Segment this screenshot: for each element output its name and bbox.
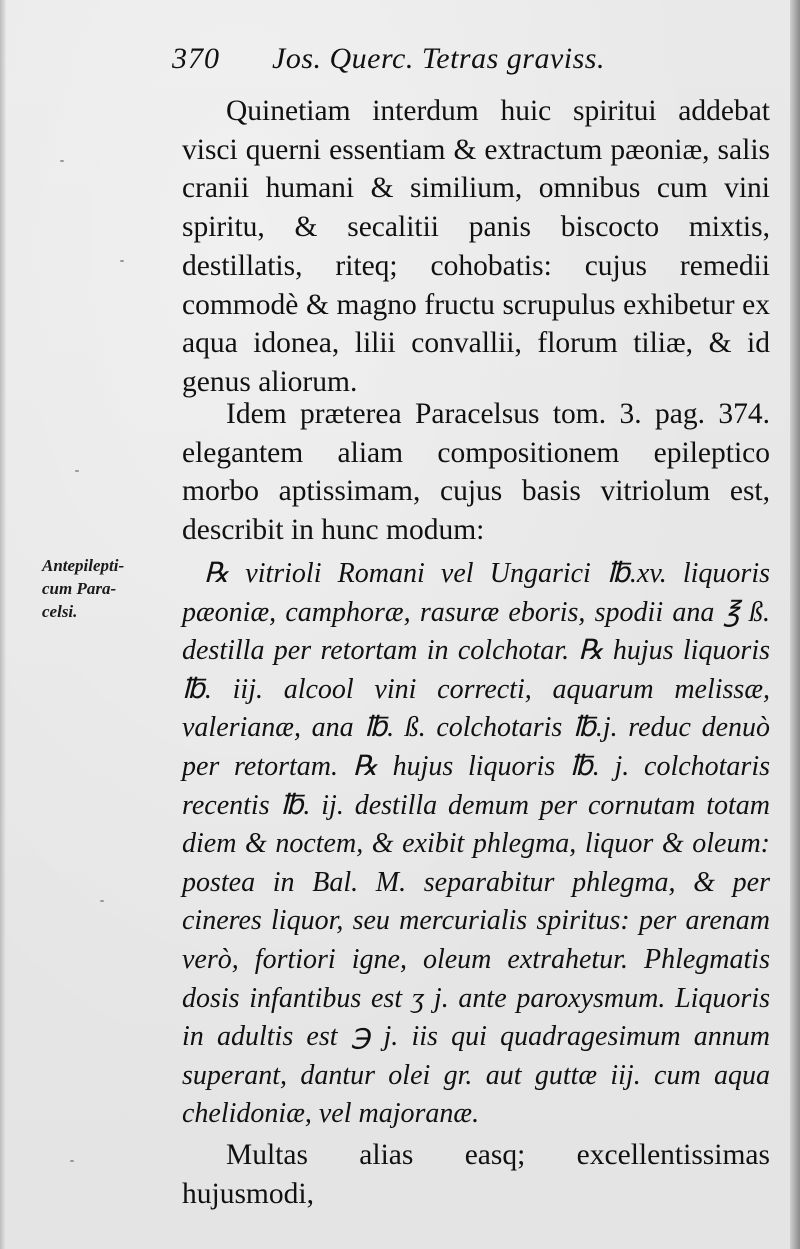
paper-speck [120, 260, 124, 262]
page-number: 370 [172, 42, 220, 75]
recipe-block [182, 555, 770, 1134]
page-header [172, 42, 732, 82]
paragraph-idem: Idem præterea Paracelsus tom. 3. pag. 374. elegantem aliam compositionem epileptico morbo aptissimam, cujus basis vitriolum est, describit in hunc modum: [182, 398, 770, 547]
paper-speck [75, 470, 79, 472]
recipe-text: ℞ vitrioli Romani vel Ungarici ℔.xv. liquoris pæoniæ, camphoræ, rasuræ eboris, spodii ana ℥ ß. destilla per retortam in colchotar. ℞ hujus liquoris ℔. iij. alcool vini correcti, aquarum melissæ, valerianæ, ana ℔. ß. colchotaris ℔.j. reduc denuò per retortam. ℞ hujus liquoris ℔. j. colchotaris recentis ℔. ij. destilla demum per cornutam totam diem & noctem, & exibit phlegma, liquor & oleum: postea in Bal. M. separabitur phlegma, & per cineres liquor, seu mercurialis spiritus: per arenam verò, fortiori igne, oleum extrahetur. Phlegmatis dosis infantibus est ʒ j. ante paroxysmum. Liquoris in adultis est ℈ j. iis qui quadragesimum annum superant, dantur olei gr. aut guttæ iij. cum aqua chelidoniæ, vel majoranæ. [182, 558, 770, 1130]
page-left-edge [0, 0, 6, 1249]
paper-speck [70, 1160, 74, 1162]
paragraph-quinetiam: Quinetiam interdum huic spiritui addebat visci querni essentiam & extractum pæoniæ, salis cranii humani & similium, omnibus cum vini spiritu, & secalitii panis biscocto mixtis, destillatis, riteq; cohobatis: cujus remedii commodè & magno fructu scrupulus exhibetur ex aqua idonea, lilii convallii, florum tiliæ, & id genus aliorum. [182, 95, 770, 398]
margin-note [42, 554, 172, 623]
paper-speck [60, 160, 64, 162]
margin-note-line: Antepilepti- [42, 556, 125, 575]
margin-note-line: cum Para- [42, 579, 117, 598]
paragraph-multas: Multas alias easq; excellentissimas hujusmodi, [182, 1139, 770, 1210]
margin-note-line: celsi. [42, 602, 78, 621]
paper-speck [100, 900, 104, 902]
page-right-edge [790, 0, 800, 1249]
running-title: Jos. Querc. Tetras graviss. [272, 42, 605, 75]
